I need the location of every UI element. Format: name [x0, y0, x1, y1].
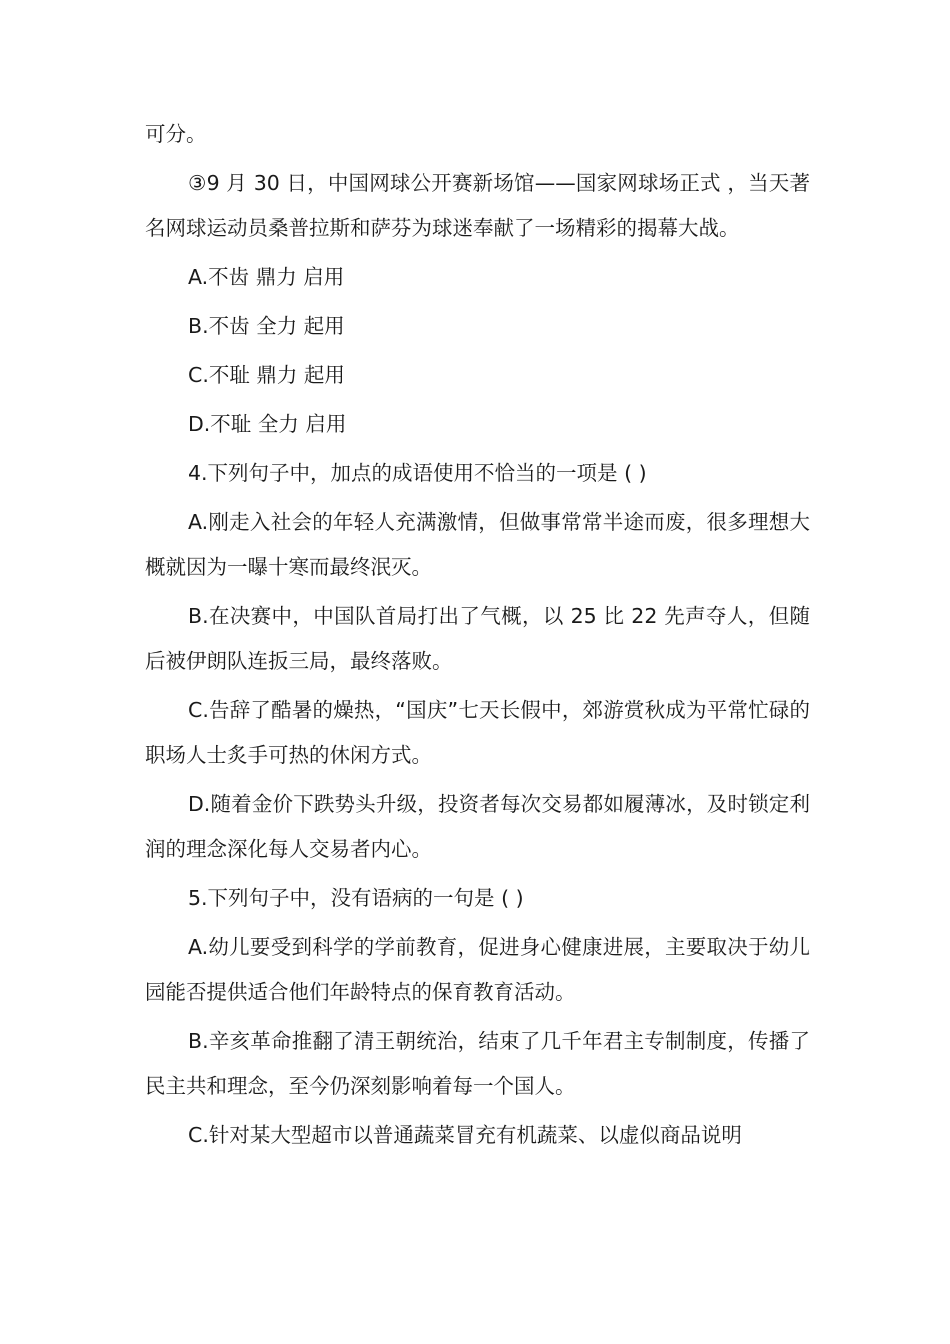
- question-5-option-a: A.幼儿要受到科学的学前教育，促进身心健康进展，主要取决于幼儿园能否提供适合他们年龄特点的保育教育活动。: [145, 935, 810, 1004]
- question-5-option-c: C.针对某大型超市以普通蔬菜冒充有机蔬菜、以虚似商品说明: [188, 1123, 742, 1147]
- question-5: 5.下列句子中，没有语病的一句是 ( ): [188, 886, 524, 910]
- question-5-option-b: B.辛亥革命推翻了清王朝统治，结束了几千年君主专制制度，传播了民主共和理念，至今仍深刻影响着每一个国人。: [145, 1029, 810, 1098]
- question-4-option-b: B.在决赛中，中国队首局打出了气概，以 25 比 22 先声夺人，但随后被伊朗队连扳三局，最终落败。: [145, 604, 810, 673]
- question-4-option-c: C.告辞了酷暑的燥热，“国庆”七天长假中，郊游赏秋成为平常忙碌的职场人士炙手可热的休闲方式。: [145, 698, 810, 767]
- option-b: B.不齿 全力 起用: [188, 314, 345, 338]
- option-a: A.不齿 鼎力 启用: [188, 265, 345, 289]
- paragraph-sentence-3: ③9 月 30 日，中国网球公开赛新场馆——国家网球场正式 ，当天著名网球运动员桑普拉斯和萨芬为球迷奉献了一场精彩的揭幕大战。: [145, 171, 810, 240]
- question-4-option-d: D.随着金价下跌势头升级，投资者每次交易都如履薄冰，及时锁定利润的理念深化每人交易者内心。: [145, 792, 810, 861]
- option-d: D.不耻 全力 启用: [188, 412, 347, 436]
- option-c: C.不耻 鼎力 起用: [188, 363, 345, 387]
- document-body: [145, 112, 810, 1158]
- question-4: 4.下列句子中，加点的成语使用不恰当的一项是 ( ): [188, 461, 647, 485]
- question-4-option-a: A.刚走入社会的年轻人充满激情，但做事常常半途而废，很多理想大概就因为一曝十寒而最终泯灭。: [145, 510, 810, 579]
- paragraph-continuation: 可分。: [145, 122, 207, 146]
